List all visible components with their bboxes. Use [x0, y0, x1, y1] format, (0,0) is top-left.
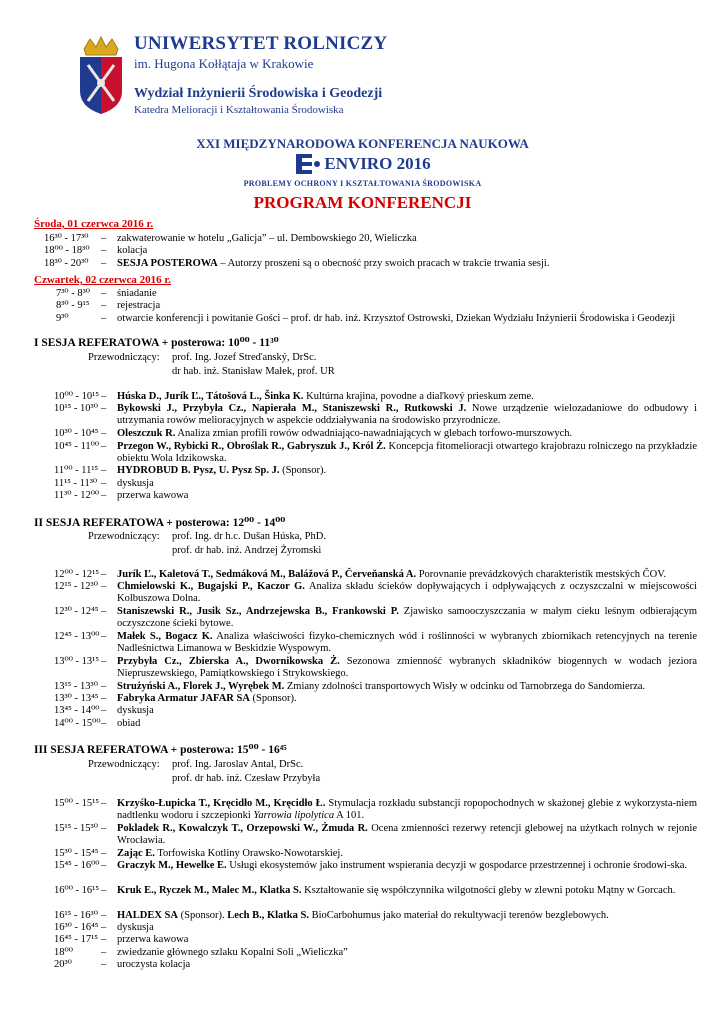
schedule-text — [117, 606, 697, 630]
schedule-dash: – — [101, 403, 107, 415]
schedule-time: 11¹⁵ - 11³⁰ — [54, 477, 98, 489]
schedule-description: śniadanie — [117, 288, 157, 299]
schedule-dash: – — [101, 860, 107, 871]
schedule-text — [117, 848, 697, 860]
schedule-dash: – — [101, 884, 107, 896]
schedule-text — [117, 300, 697, 312]
schedule-dash: – — [101, 693, 107, 704]
session1-chair-1: prof. Ing. Jozef Streďanský, DrSc. — [172, 352, 317, 363]
enviro-logo-icon — [294, 153, 322, 175]
schedule-time: 10⁴⁵ - 11⁰⁰ — [54, 440, 100, 452]
schedule-description: zwiedzanie głównego szlaku Kopalni Soli „Wieliczka” — [117, 946, 348, 958]
schedule-text — [117, 258, 697, 270]
schedule-description: (Sponsor). — [279, 465, 327, 477]
schedule-text — [117, 569, 697, 581]
schedule-text — [117, 478, 697, 490]
session2-chair-label: Przewodniczący: — [88, 531, 160, 542]
schedule-time: 16⁴⁵ - 17¹⁵ — [54, 934, 98, 946]
schedule-authors: Lech B., Klatka S. — [227, 909, 309, 921]
schedule-dash: – — [101, 946, 107, 958]
schedule-text — [117, 681, 697, 693]
schedule-time: 11⁰⁰ - 11¹⁵ — [54, 465, 99, 477]
schedule-dash: – — [101, 428, 107, 440]
schedule-dash: – — [101, 233, 107, 244]
schedule-authors: Zając E. — [117, 847, 155, 859]
schedule-description: (Sponsor). — [249, 693, 297, 704]
schedule-time: 15⁴⁵ - 16⁰⁰ — [54, 860, 100, 871]
enviro-title: ENVIRO 2016 — [324, 154, 431, 173]
schedule-time: 13⁴⁵ - 14⁰⁰ — [54, 705, 100, 717]
schedule-authors: HALDEX SA — [117, 909, 178, 921]
schedule-text — [117, 391, 697, 403]
schedule-text — [117, 718, 697, 730]
schedule-text — [117, 934, 697, 946]
schedule-text — [117, 465, 697, 477]
schedule-time: 18⁰⁰ — [54, 946, 73, 958]
schedule-description: Kultúrna krajina, povodne a diaľkový prieskum zeme. — [303, 391, 534, 402]
schedule-description: Sezonowa zmienność wybranych składników biogennych w wodach jeziora Niepruszewskiego, Pamiątkowskiego i Strykowskiego. — [117, 655, 697, 679]
schedule-description: Kształtowanie się współczynnika wilgotności gleby w zlewni potoku Mątny w Gorcach. — [301, 884, 676, 896]
schedule-dash: – — [101, 490, 107, 502]
schedule-time: 16³⁰ - 16⁴⁵ — [54, 922, 99, 933]
schedule-description: obiad — [117, 717, 141, 729]
schedule-description: Zmiany zdolności transportowych Wisły w odcinku od Tarnobrzega do Sandomierza. — [284, 680, 646, 692]
schedule-description: przerwa kawowa — [117, 934, 189, 946]
session1-chair-label: Przewodniczący: — [88, 352, 160, 363]
schedule-authors: Fabryka Armatur JAFAR SA — [117, 693, 250, 704]
schedule-description: dyskusja — [117, 705, 154, 717]
schedule-time: 9³⁰ — [56, 312, 69, 324]
session3-chair-1: prof. Ing. Jaroslav Antal, DrSc. — [172, 759, 304, 770]
session2-title: II SESJA REFERATOWA + posterowa: 12⁰⁰ - 14⁰⁰ — [34, 517, 286, 529]
schedule-dash: – — [101, 465, 107, 477]
schedule-description: kolacja — [117, 245, 148, 257]
day1-title: Środa, 01 czerwca 2016 r. — [34, 218, 154, 230]
schedule-description: przerwa kawowa — [117, 490, 189, 502]
schedule-description: Nowe urządzenie wielozadaniowe do odbudowy i utrzymania rowów melioracyjnych w aspekcie oddziaływania na środowisko przyrodnicze. — [117, 403, 697, 427]
department-name: Katedra Melioracji i Kształtowania Środowiska — [134, 104, 344, 116]
program-title: PROGRAM KONFERENCJI — [253, 193, 472, 212]
schedule-description: A 101. — [334, 810, 365, 821]
schedule-time: 20³⁰ — [54, 959, 72, 971]
schedule-time: 16³⁰ - 17³⁰ — [44, 233, 89, 244]
schedule-time: 13⁰⁰ - 13¹⁵ — [54, 655, 99, 667]
enviro-heading — [0, 153, 725, 175]
schedule-description: otwarcie konferencji i powitanie Gości – prof. dr hab. inż. Krzysztof Ostrowski, Dziekan Wydziału Inżynierii Środowiska i Geodezji — [117, 312, 676, 324]
university-subtitle: im. Hugona Kołłątaja w Krakowie — [134, 56, 314, 71]
schedule-dash: – — [101, 959, 107, 971]
schedule-description: dyskusja — [117, 922, 154, 933]
schedule-time: 13³⁰ - 13⁴⁵ — [54, 693, 99, 704]
session3-chair-label: Przewodniczący: — [88, 759, 160, 770]
schedule-text — [117, 910, 697, 922]
schedule-text — [117, 403, 697, 427]
schedule-time: 12⁴⁵ - 13⁰⁰ — [54, 631, 100, 642]
schedule-text — [117, 885, 697, 897]
schedule-text — [117, 656, 697, 680]
schedule-dash: – — [101, 705, 107, 717]
schedule-dash: – — [101, 847, 107, 859]
university-name: UNIWERSYTET ROLNICZY — [134, 33, 388, 54]
schedule-text — [117, 947, 697, 959]
schedule-text — [117, 581, 697, 605]
schedule-time: 13¹⁵ - 13³⁰ — [54, 680, 98, 692]
schedule-description: Analiza właściwości fizyko-chemicznych wód i roślinności w wybranych zbiornikach retencyjnych na terenie Nadleśnictwa Limanowa w Beskidzie Wyspowym. — [117, 631, 697, 654]
schedule-dash: – — [101, 245, 107, 257]
schedule-dash: – — [101, 934, 107, 946]
schedule-time: 10⁰⁰ - 10¹⁵ — [54, 391, 99, 402]
schedule-authors: Graczyk M., Hewelke E. — [117, 860, 227, 871]
schedule-text — [117, 959, 697, 971]
schedule-authors: Krzyśko-Łupicka T., Kręcidło M., Kręcidło Ł. — [117, 798, 326, 809]
schedule-authors: Przegon W., Rybicki R., Obroślak R., Gabryszuk J., Król Ż. — [117, 440, 386, 452]
schedule-dash: – — [101, 569, 107, 580]
schedule-time: 10³⁰ - 10⁴⁵ — [54, 428, 99, 440]
schedule-time: 11³⁰ - 12⁰⁰ — [54, 490, 100, 502]
schedule-dash: – — [101, 631, 107, 642]
schedule-time: 10¹⁵ - 10³⁰ — [54, 403, 98, 415]
schedule-dash: – — [101, 655, 107, 667]
schedule-text — [117, 693, 697, 705]
conference-title: XXI MIĘDZYNARODOWA KONFERENCJA NAUKOWA — [196, 136, 529, 151]
schedule-time: 7³⁰ - 8³⁰ — [56, 288, 90, 299]
day2-title: Czwartek, 02 czerwca 2016 r. — [34, 274, 172, 286]
schedule-time: 12³⁰ - 12⁴⁵ — [54, 606, 99, 618]
schedule-dash: – — [101, 477, 107, 489]
schedule-text — [117, 631, 697, 655]
schedule-text — [117, 441, 697, 465]
schedule-description: Torfowiska Kotliny Orawsko-Nowotarskiej. — [154, 847, 343, 859]
session2-chair-1: prof. Ing. dr h.c. Dušan Húska, PhD. — [172, 531, 326, 542]
schedule-time: 12¹⁵ - 12³⁰ — [54, 581, 98, 593]
schedule-time: 15¹⁵ - 15³⁰ — [54, 822, 98, 834]
session1-chair-2: dr hab. inż. Stanisław Małek, prof. UR — [172, 366, 335, 377]
schedule-authors: Húska D., Jurík Ľ., Tátošová L., Šinka K. — [117, 391, 304, 402]
schedule-description: – Autorzy proszeni są o obecność przy swoich pracach w trakcie trwania sesji. — [217, 257, 550, 269]
schedule-time: 15⁰⁰ - 15¹⁵ — [54, 798, 99, 809]
schedule-description: Zjawisko samooczyszczania w małym cieku leśnym odbierającym oczyszczone ścieki bytowe. — [117, 606, 698, 630]
schedule-authors: Strużyński A., Florek J., Wyrębek M. — [117, 680, 285, 692]
schedule-authors: Jurík Ľ., Kaletová T., Sedmáková M., Balážová P., Červeňanská A. — [117, 569, 417, 580]
schedule-text — [117, 428, 697, 440]
schedule-time: 15³⁰ - 15⁴⁵ — [54, 847, 99, 859]
schedule-text — [117, 490, 697, 502]
schedule-text — [117, 705, 697, 717]
schedule-description: uroczysta kolacja — [117, 959, 191, 971]
schedule-dash: – — [101, 300, 107, 312]
schedule-description: Koncepcja fitomelioracji otwartego krajobrazu rolniczego na przykładzie obiektu Wola Idzikowska. — [117, 440, 698, 464]
schedule-dash: – — [101, 909, 107, 921]
schedule-dash: – — [101, 288, 107, 299]
schedule-time: 12⁰⁰ - 12¹⁵ — [54, 569, 99, 580]
schedule-dash: – — [101, 606, 107, 618]
schedule-description: Stymulacja rozkładu substancji ropopochodnych w skażonej glebie z wykorzysta-niem nadtlenku wodoru i szczepionki — [117, 798, 697, 821]
schedule-description: zakwaterowanie w hotelu „Galicja” – ul. Dembowskiego 20, Wieliczka — [117, 233, 417, 244]
schedule-description: Analiza zmian profili rowów odwadniająco-nawadniających w glebach torfowo-murszowych. — [175, 428, 573, 440]
schedule-authors: Chmielowski K., Bugajski P., Kaczor G. — [117, 581, 305, 593]
schedule-text — [117, 313, 697, 325]
schedule-text — [117, 922, 697, 934]
schedule-authors: Pokladek R., Kowalczyk T., Orzepowski W., Żmuda R. — [117, 822, 368, 834]
schedule-description: Porovnanie prevádzkových charakteristík mestských ČOV. — [416, 569, 667, 580]
schedule-description: Analiza składu ścieków dopływających i odpływających z oczyszczalni w miejscowości Kolbuszowa Dolna. — [117, 581, 697, 605]
schedule-dash: – — [101, 717, 107, 729]
schedule-dash: – — [101, 581, 107, 593]
schedule-authors: Kruk E., Ryczek M., Malec M., Klatka S. — [117, 884, 302, 896]
schedule-authors: Staniszewski R., Jusik Sz., Andrzejewska B., Frankowski P. — [117, 606, 399, 618]
schedule-time: 14⁰⁰ - 15⁰⁰ — [54, 717, 101, 729]
schedule-text — [117, 860, 697, 872]
schedule-authors: Przybyła Cz., Zbierska A., Dwornikowska Ż. — [117, 655, 340, 667]
schedule-time: 18³⁰ - 20³⁰ — [44, 257, 89, 269]
schedule-text — [117, 798, 697, 822]
session2-chair-2: prof. dr hab. inż. Andrzej Żyromski — [172, 545, 322, 556]
schedule-description: Usługi ekosystemów jako instrument wspierania decyzji w gospodarce przestrzennej i ochronie środowi-ska. — [226, 860, 688, 871]
university-crest-icon — [76, 35, 126, 115]
schedule-time: 8³⁰ - 9¹⁵ — [56, 300, 90, 312]
schedule-dash: – — [101, 440, 107, 452]
schedule-dash: – — [101, 680, 107, 692]
schedule-species: Yarrowia lipolytica — [253, 810, 335, 821]
schedule-description: Ocena zmienności rezerwy retencji glebowej na użytkach rolnych w rejonie Wrocławia. — [117, 822, 697, 846]
schedule-time: 16¹⁵ - 16³⁰ — [54, 909, 98, 921]
faculty-name: Wydział Inżynierii Środowiska i Geodezji — [134, 86, 383, 101]
schedule-description: BioCarbohumus jako materiał do rekultywacji terenów bezglebowych. — [308, 909, 609, 921]
schedule-text — [117, 823, 697, 847]
schedule-authors: HYDROBUD B. Pysz, U. Pysz Sp. J. — [117, 465, 280, 477]
schedule-dash: – — [101, 922, 107, 933]
schedule-text — [117, 233, 697, 245]
schedule-dash: – — [101, 257, 107, 269]
schedule-description: dyskusja — [117, 477, 154, 489]
schedule-authors: Bykowski J., Przybyła Cz., Napierała M., Staniszewski R., Rutkowski J. — [117, 403, 467, 415]
schedule-authors: Oleszczuk R. — [117, 428, 176, 440]
schedule-authors: Małek S., Bogacz K. — [117, 631, 213, 642]
session3-title: III SESJA REFERATOWA + posterowa: 15⁰⁰ - 16⁴⁵ — [34, 744, 287, 756]
conference-subtitle: PROBLEMY OCHRONY I KSZTAŁTOWANIA ŚRODOWISKA — [243, 179, 482, 188]
schedule-authors: SESJA POSTEROWA — [117, 257, 218, 269]
schedule-text — [117, 288, 697, 300]
schedule-time: 18⁰⁰ - 18³⁰ — [44, 245, 90, 257]
schedule-description: rejestracja — [117, 300, 161, 312]
schedule-text — [117, 245, 697, 257]
schedule-description: (Sponsor). — [177, 909, 228, 921]
session3-chair-2: prof. dr hab. inż. Czesław Przybyła — [172, 773, 321, 784]
schedule-time: 16⁰⁰ - 16¹⁵ — [54, 884, 99, 896]
session1-title: I SESJA REFERATOWA + posterowa: 10⁰⁰ - 11³⁰ — [34, 337, 279, 349]
schedule-dash: – — [101, 798, 107, 809]
schedule-dash: – — [101, 822, 107, 834]
schedule-dash: – — [101, 312, 107, 324]
schedule-dash: – — [101, 391, 107, 402]
